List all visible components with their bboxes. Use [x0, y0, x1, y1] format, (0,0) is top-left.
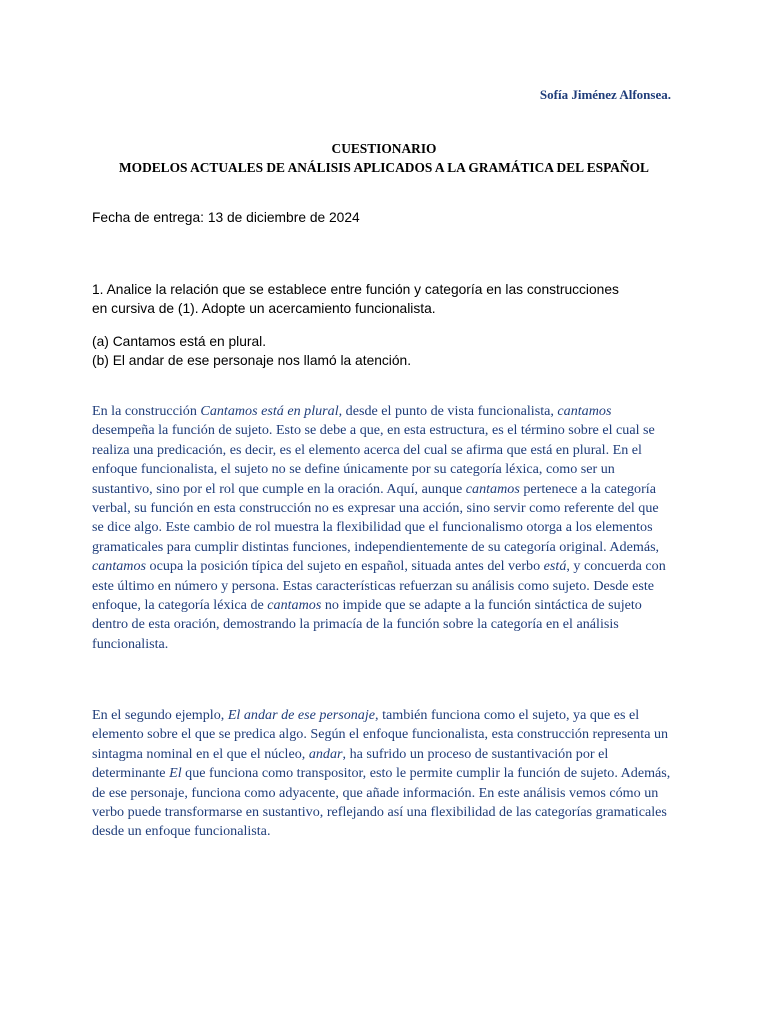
title-line-1: CUESTIONARIO [331, 141, 437, 156]
answer-1-run: no impide que se adapte a la función sintáctica de sujeto dentro de esta oración, demostrando la primacía de la función sobre la categoría en el análisis funcionalista. [92, 597, 642, 652]
answer-1-run: , y concuerda con este último en número y persona. Estas características refuerzan su análisis como sujeto. Desde este enfoque, la categoría léxica de [92, 558, 666, 614]
answer-paragraph-1 [92, 402, 672, 654]
answer-2-italic: El andar de ese personaje [227, 707, 376, 723]
answer-2-italic: El [169, 765, 182, 782]
title-line-2: MODELOS ACTUALES DE ANÁLISIS APLICADOS A LA GRAMÁTICA DEL ESPAÑOL [119, 160, 649, 175]
example-b: (b) El andar de ese personaje nos llamó la atención. [92, 353, 412, 368]
answer-2-run: En el segundo ejemplo, [92, 707, 228, 723]
answer-1-italic: Cantamos está en plural [200, 403, 339, 419]
question-1 [92, 280, 692, 318]
answer-2-run: , también funciona como el sujeto, ya que es el elemento sobre el que se predica algo. Según el enfoque funcionalista, esta construcción representa un sintagma nominal en el que el núcleo, [92, 707, 669, 762]
question-line-2: en cursiva de (1). Adopte un acercamiento funcionalista. [92, 301, 436, 316]
delivery-date: Fecha de entrega: 13 de diciembre de 2024 [92, 210, 360, 225]
answer-1-italic: cantamos [557, 403, 612, 419]
answer-2-run: , ha sufrido un proceso de sustantivación por el determinante [92, 745, 609, 782]
answer-1-text [92, 402, 672, 654]
question-line-1: 1. Analice la relación que se establece entre función y categoría en las construcciones [92, 282, 619, 297]
answer-1-run: pertenece a la categoría verbal, su función en esta construcción no es expresar una acción, sino servir como referente del que se dice algo. Este cambio de rol muestra la flexibilidad que el funcionalismo otorga a los elementos gramaticales para cumplir distintas funciones, independientemente de su categoría original. Además, [92, 480, 660, 555]
document-title [92, 139, 676, 177]
answer-1-italic: cantamos [92, 558, 147, 575]
answer-1-run: , desde el punto de vista funcionalista, [338, 403, 558, 419]
examples-list [92, 332, 692, 370]
answer-1-run: desempeña la función de sujeto. Esto se debe a que, en esta estructura, es el término sobre el cual se realiza una predicación, es decir, es el elemento acerca del cual se afirma que está en plural. En el enfoque funcionalista, el sujeto no se define únicamente por su categoría léxica, como ser un sustantivo, sino por el rol que cumple en la oración. Aquí, aunque [92, 422, 655, 497]
answer-2-italic: andar [308, 745, 343, 762]
answer-1-italic: cantamos [465, 480, 520, 497]
example-a: (a) Cantamos está en plural. [92, 334, 267, 349]
answer-1-run: ocupa la posición típica del sujeto en español, situada antes del verbo [146, 558, 544, 575]
answer-2-text [92, 706, 672, 842]
answer-1-run: En la construcción [92, 403, 201, 419]
answer-2-run: que funciona como transpositor, esto le permite cumplir la función de sujeto. Además, de ese personaje, funciona como adyacente, que añade información. En este análisis vemos cómo un verbo puede transformarse en sustantivo, reflejando así una flexibilidad de las categorías gramaticales desde un enfoque funcionalista. [92, 765, 671, 840]
answer-1-italic: cantamos [267, 597, 322, 614]
answer-paragraph-2 [92, 706, 672, 842]
answer-1-italic: está [543, 558, 567, 575]
author-name: Sofía Jiménez Alfonsea. [539, 87, 671, 102]
